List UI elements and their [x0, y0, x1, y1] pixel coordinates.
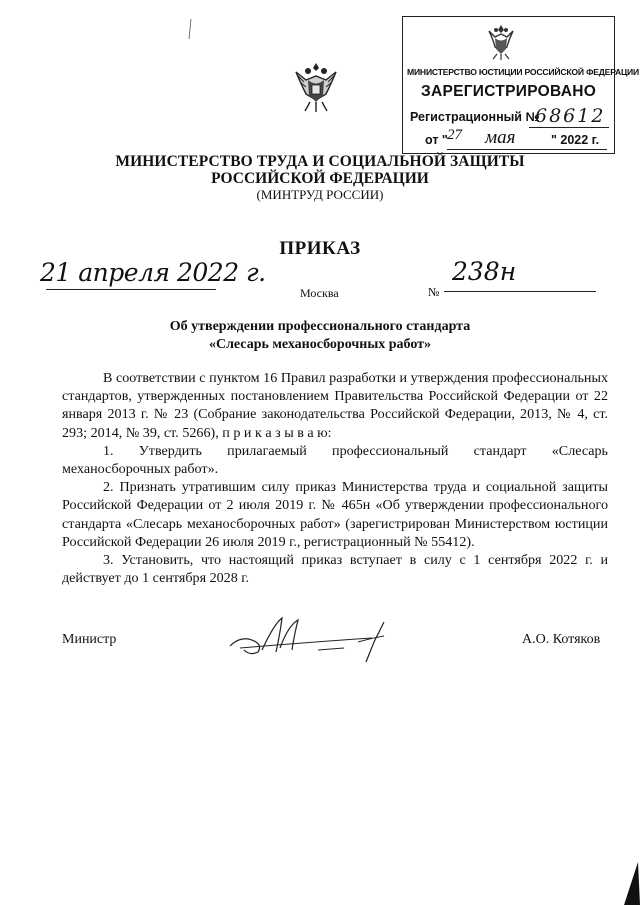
body-paragraph-item-1: 1. Утвердить прилагаемый профессиональный стандарт «Слесарь механосборочных работ».: [62, 442, 608, 478]
coat-of-arms-icon: [292, 60, 340, 114]
document-type: ПРИКАЗ: [279, 238, 361, 259]
order-title-line1: Об утверждении профессионального стандарта: [169, 319, 471, 334]
number-underline: [444, 291, 596, 292]
order-body: [62, 369, 608, 587]
stamp-emblem-icon: [483, 21, 519, 61]
stamp-reg-number: 68612: [535, 105, 606, 127]
scan-mark: [186, 18, 194, 40]
stamp-date-day: 27: [447, 127, 462, 143]
handwritten-signature: [222, 612, 412, 664]
order-title-line2: «Слесарь механосборочных работ»: [208, 337, 432, 352]
registration-stamp: [402, 16, 640, 154]
stamp-title: ЗАРЕГИСТРИРОВАНО: [420, 83, 597, 100]
stamp-date-year: " 2022 г.: [551, 133, 600, 147]
stamp-date-underline: [447, 149, 607, 150]
body-paragraph-preamble: В соответствии с пунктом 16 Правил разработки и утверждения профессиональных стандартов, утвержденных постановлением Правительства Российской Федерации от 22 января 2013 г. № 23 (Собрание законодательства Российской Федерации, 2013, № 4, ст. 293; 2014, № 39, ст. 5266), п р и к а з ы в а ю:: [62, 370, 608, 441]
scan-corner-mark: [618, 862, 640, 905]
org-name-line1: МИНИСТЕРСТВО ТРУДА И СОЦИАЛЬНОЙ ЗАЩИТЫ: [115, 153, 525, 170]
stamp-ministry: МИНИСТЕРСТВО ЮСТИЦИИ РОССИЙСКОЙ ФЕДЕРАЦИИ: [407, 67, 640, 77]
city: Москва: [300, 286, 339, 300]
org-name-line2: РОССИЙСКОЙ ФЕДЕРАЦИИ: [211, 170, 429, 187]
signer-name: А.О. Котяков: [522, 632, 601, 647]
handwritten-date: 21 апреля 2022 г.: [40, 258, 266, 287]
number-sign: №: [428, 285, 440, 299]
body-paragraph-item-3: 3. Установить, что настоящий приказ вступает в силу с 1 сентября 2022 г. и действует до 1 сентября 2028 г.: [62, 552, 608, 587]
handwritten-number: 238н: [452, 257, 517, 286]
signer-role: Министр: [62, 632, 117, 647]
body-paragraph-item-2: 2. Признать утратившим силу приказ Министерства труда и социальной защиты Российской Федерации от 2 июля 2019 г. № 465н «Об утверждении профессионального стандарта «Слесарь механосборочных работ» (зарегистрирован Министерством юстиции Российской Федерации 26 июля 2019 г., регистрационный № 55412).: [62, 479, 608, 550]
stamp-reg-label: Регистрационный №: [410, 110, 540, 124]
org-short-name: (МИНТРУД РОССИИ): [256, 187, 384, 202]
date-underline: [46, 289, 216, 290]
stamp-date-month: мая: [485, 127, 516, 148]
stamp-date-prefix: от ": [425, 133, 448, 147]
stamp-reg-underline: [529, 127, 609, 128]
